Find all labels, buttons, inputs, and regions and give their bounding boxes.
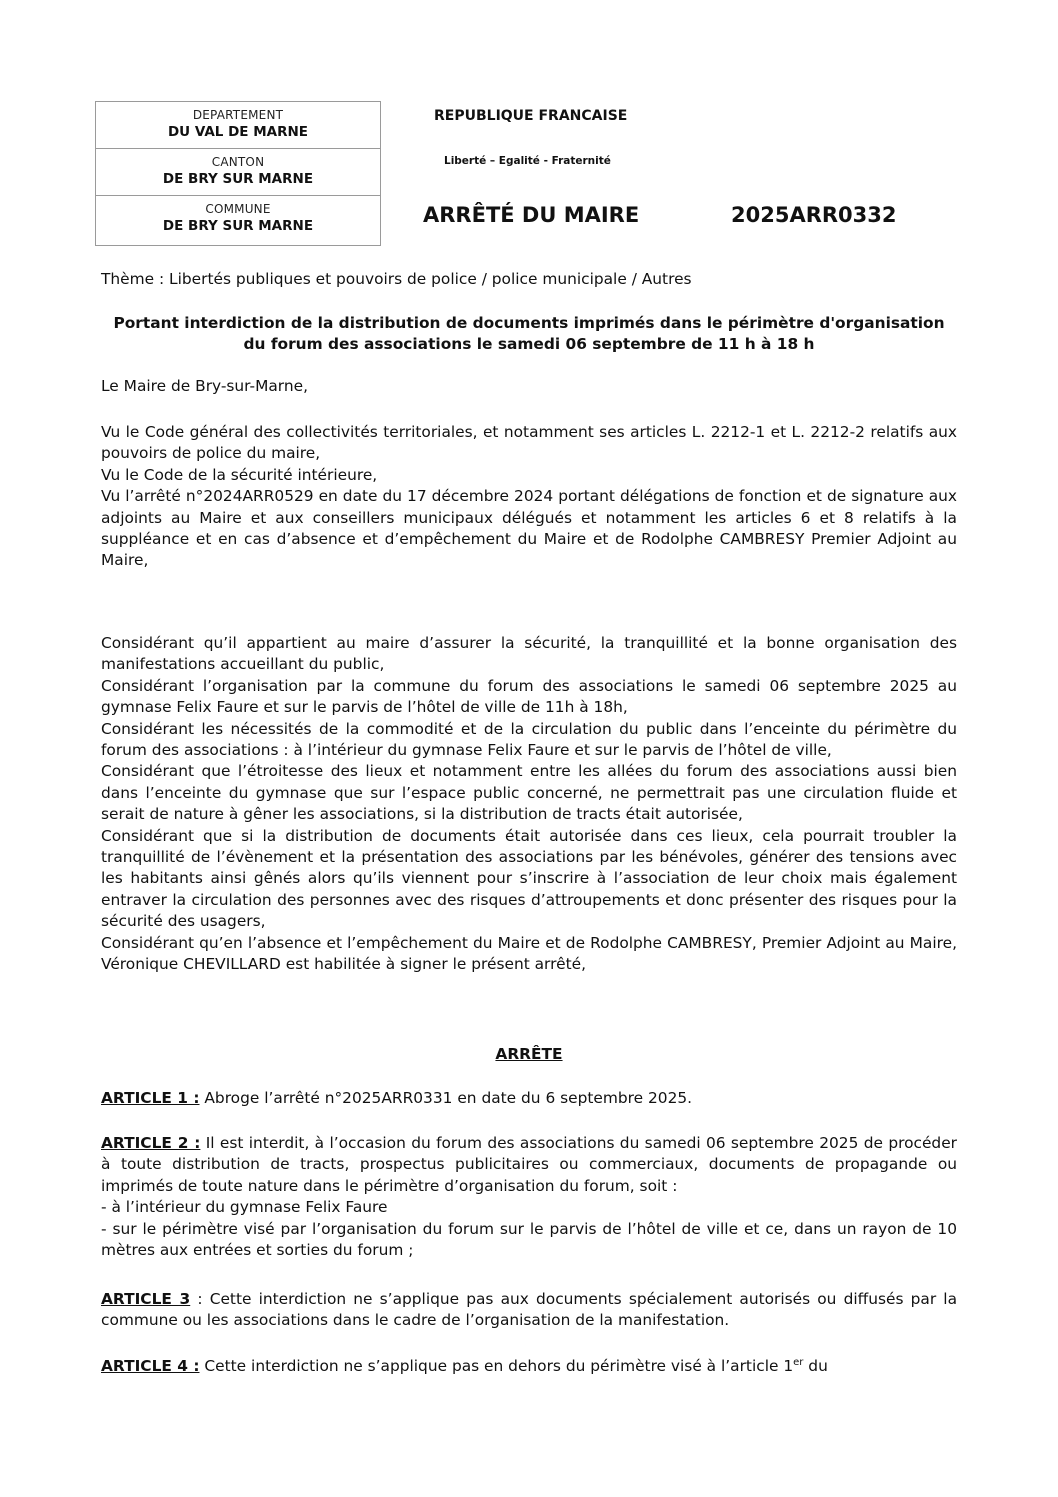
commune-value: DE BRY SUR MARNE [162,218,314,234]
article-3-text: : Cette interdiction ne s’applique pas aux documents spécialement autorisés ou diffusés par la commune ou les associations dans le cadre de l’organisation de la manifestation. [101,1290,957,1330]
subject-heading: Portant interdiction de la distribution de documents imprimés dans le périmètre d'organisation du forum des associations le samedi 06 septembre de 11 h à 18 h [113,314,945,353]
vu-paragraph: Vu le Code général des collectivités territoriales, et notamment ses articles L. 2212-1 et L. 2212-2 relatifs aux pouvoirs de police du maire, [101,423,957,463]
commune-cell [96,196,380,245]
arrete-heading: ARRÊTE [495,1045,563,1063]
republic-motto: Liberté – Egalité - Fraternité [444,155,611,167]
theme-line: Thème : Libertés publiques et pouvoirs de police / police municipale / Autres [101,270,692,288]
vu-paragraph: Vu l’arrêté n°2024ARR0529 en date du 17 décembre 2024 portant délégations de fonction et de signature aux adjoints au Maire et aux conseillers municipaux délégués et notamment les articles 6 et 8 relatifs à la suppléance et en cas d’absence et d’empêchement du Maire et de Rodolphe CAMBRESY Premier Adjoint au Maire, [101,487,957,570]
considerant-paragraph: Considérant les nécessités de la commodité et de la circulation du public dans l’enceinte du périmètre du forum des associations : à l’intérieur du gymnase Felix Faure et sur le parvis de l’hôtel de ville, [101,719,957,760]
article-2-label: ARTICLE 2 : [101,1134,201,1152]
article-4 [101,1356,957,1377]
article-2-list-item: - sur le périmètre visé par l’organisation du forum sur le parvis de l’hôtel de ville et ce, dans un rayon de 10 mètres aux entrées et sorties du forum ; [101,1219,957,1260]
administrative-header-box [95,101,381,246]
article-1-text: Abroge l’arrêté n°2025ARR0331 en date du 6 septembre 2025. [199,1089,693,1107]
vu-paragraph: Vu le Code de la sécurité intérieure, [101,465,378,484]
considerant-section [101,633,957,976]
article-2 [101,1133,957,1261]
article-4-text: Cette interdiction ne s’applique pas en dehors du périmètre visé à l’article 1 [199,1357,794,1375]
article-1-label: ARTICLE 1 : [101,1089,200,1107]
document-title: ARRÊTÉ DU MAIRE [423,203,640,227]
document-number: 2025ARR0332 [731,203,897,227]
considerant-paragraph: Considérant qu’en l’absence et l’empêchement du Maire et de Rodolphe CAMBRESY, Premier Adjoint au Maire, Véronique CHEVILLARD est habilitée à signer le présent arrêté, [101,933,957,974]
article-2-text: Il est interdit, à l’occasion du forum des associations du samedi 06 septembre 2025 de procéder à toute distribution de tracts, prospectus publicitaires ou commerciaux, documents de propagande ou imprimés de toute nature dans le périmètre d’organisation du forum, soit : [101,1134,957,1195]
article-4-superscript: er [793,1356,804,1368]
article-3-label: ARTICLE 3 [101,1290,191,1308]
considerant-paragraph: Considérant que l’étroitesse des lieux et notamment entre les allées du forum des associations aussi bien dans l’enceinte du gymnase que sur l’espace public concerné, ne permettrait pas une circulation fluide et serait de nature à gêner les associations, si la distribution de tracts était autorisée, [101,762,957,824]
article-4-end: du [803,1357,828,1375]
considerant-paragraph: Considérant l’organisation par la commune du forum des associations le samedi 06 septembre 2025 au gymnase Felix Faure et sur le parvis de l’hôtel de ville de 11h à 18h, [101,676,957,717]
commune-label: COMMUNE [205,202,271,216]
departement-cell [96,102,380,149]
article-2-list-item: - à l’intérieur du gymnase Felix Faure [101,1198,388,1217]
departement-value: DU VAL DE MARNE [167,124,309,140]
canton-label: CANTON [211,155,265,169]
article-3 [101,1289,957,1332]
article-1 [101,1088,957,1109]
departement-label: DEPARTEMENT [192,108,284,122]
canton-value: DE BRY SUR MARNE [162,171,314,187]
republic-heading: REPUBLIQUE FRANCAISE [434,108,628,124]
vu-section [101,422,957,572]
greeting: Le Maire de Bry-sur-Marne, [101,377,308,395]
article-4-label: ARTICLE 4 : [101,1357,200,1375]
canton-cell [96,149,380,196]
considerant-paragraph: Considérant qu’il appartient au maire d’assurer la sécurité, la tranquillité et la bonne organisation des manifestations accueillant du public, [101,634,957,674]
considerant-paragraph: Considérant que si la distribution de documents était autorisée dans ces lieux, cela pourrait troubler la tranquillité de l’évènement et la présentation des associations par les bénévoles, générer des tensions avec les habitants ainsi gênés alors qu’ils viennent pour s’inscrire à l’association de leur choix mais également entraver la circulation des personnes avec des risques d’attroupements et donc présenter des risques pour la sécurité des usagers, [101,826,957,931]
